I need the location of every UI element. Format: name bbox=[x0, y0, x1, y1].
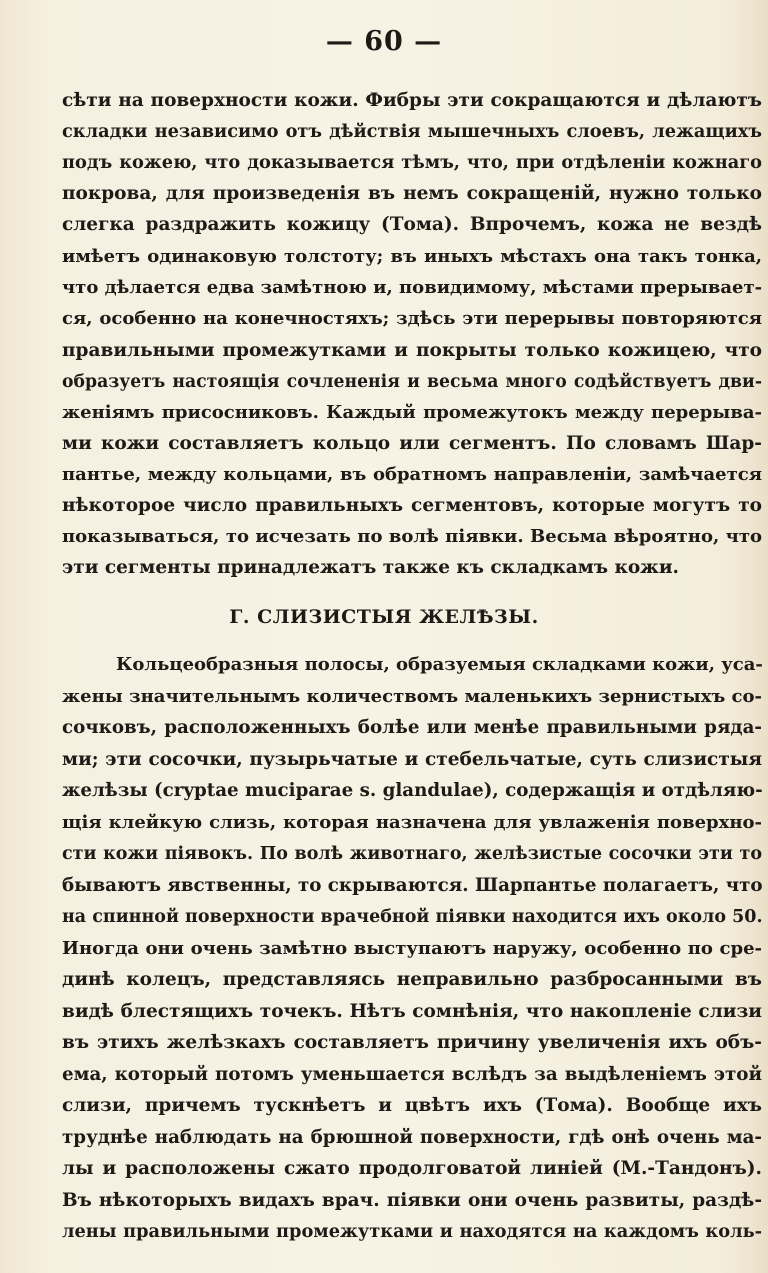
section-heading: Г. СЛИЗИСТЫЯ ЖЕЛѢЗЫ. bbox=[229, 606, 539, 628]
text-line: нѣкоторое число правильныхъ сегментовъ, которые могутъ то bbox=[62, 495, 762, 516]
text-line: Кольцеобразныя полосы, образуемыя складками кожи, уса- bbox=[116, 654, 763, 675]
text-line: сти кожи піявокъ. По волѣ животнаго, желѣзистые сосочки эти то bbox=[62, 844, 762, 864]
text-line: эти сегменты принадлежатъ также къ складкамъ кожи. bbox=[62, 557, 679, 578]
text-line: показываться, то исчезать по волѣ піявки. Весьма вѣроятно, что bbox=[62, 526, 762, 547]
text-line: складки независимо отъ дѣйствія мышечныхъ слоевъ, лежащихъ bbox=[62, 121, 762, 142]
text-line: ми; эти сосочки, пузырьчатые и стебельчатые, суть слизистыя bbox=[62, 749, 762, 770]
text-line: покрова, для произведенія въ немъ сокращеній, нужно только bbox=[62, 183, 762, 204]
text-line: что дѣлается едва замѣтною и, повидимому, мѣстами прерывает- bbox=[62, 277, 763, 298]
text-line: ема, который потомъ уменьшается вслѣдъ за выдѣленіемъ этой bbox=[62, 1064, 762, 1085]
text-line: Иногда они очень замѣтно выступаютъ наружу, особенно по сре- bbox=[62, 938, 762, 959]
text-line: подъ кожею, что доказывается тѣмъ, что, при отдѣленіи кожнаго bbox=[62, 152, 762, 173]
page-number: — 60 — bbox=[325, 26, 443, 57]
text-line: ся, особенно на конечностяхъ; здѣсь эти перерывы повторяются bbox=[62, 308, 762, 329]
text-line: сѣти на поверхности кожи. Фибры эти сокращаются и дѣлаютъ bbox=[62, 90, 762, 111]
text-line: щія клейкую слизь, которая назначена для увлаженія поверхно- bbox=[62, 812, 762, 833]
text-line: труднѣе наблюдать на брюшной поверхности, гдѣ онѣ очень ма- bbox=[62, 1127, 762, 1148]
text-line: въ этихъ желѣзкахъ составляетъ причину увеличенія ихъ объ- bbox=[62, 1032, 762, 1053]
text-line: на спинной поверхности врачебной піявки находится ихъ около 50. bbox=[62, 907, 763, 927]
text-line: жены значительнымъ количествомъ маленькихъ зернистыхъ со- bbox=[62, 686, 762, 707]
text-line: динѣ колецъ, представляясь неправильно разбросанными въ bbox=[62, 969, 762, 990]
text-line: бываютъ явственны, то скрываются. Шарпантье полагаетъ, что bbox=[62, 875, 763, 896]
text-line: ми кожи составляетъ кольцо или сегментъ. По словамъ Шар- bbox=[62, 433, 762, 454]
text-line: слегка раздражить кожицу (Тома). Впрочемъ, кожа не вездѣ bbox=[62, 214, 762, 235]
text-line: лены правильными промежутками и находятся на каждомъ коль- bbox=[62, 1221, 762, 1242]
text-line: пантье, между кольцами, въ обратномъ направленіи, замѣчается bbox=[62, 464, 762, 485]
text-line: образуетъ настоящія сочлененія и весьма много содѣйствуетъ дви- bbox=[62, 372, 762, 392]
text-line: лы и расположены сжато продолговатой линіей (М.-Тандонъ). bbox=[62, 1158, 762, 1179]
text-line: видѣ блестящихъ точекъ. Нѣтъ сомнѣнія, что накопленіе слизи bbox=[62, 1001, 762, 1022]
text-line: желѣзы (cryptae muciparae s. glandulae), содержащія и отдѣляю- bbox=[62, 780, 763, 801]
text-line: слизи, причемъ тускнѣетъ и цвѣтъ ихъ (Тома). Вообще ихъ bbox=[62, 1095, 762, 1116]
text-line: правильными промежутками и покрыты только кожицею, что bbox=[62, 340, 762, 361]
text-line: женіямъ присосниковъ. Каждый промежутокъ между перерыва- bbox=[62, 402, 762, 423]
text-line: имѣетъ одинаковую толстоту; въ иныхъ мѣстахъ она такъ тонка, bbox=[62, 246, 762, 267]
text-line: сочковъ, расположенныхъ болѣе или менѣе правильными ряда- bbox=[62, 717, 762, 738]
text-line: Въ нѣкоторыхъ видахъ врач. піявки они очень развиты, раздѣ- bbox=[62, 1190, 762, 1211]
